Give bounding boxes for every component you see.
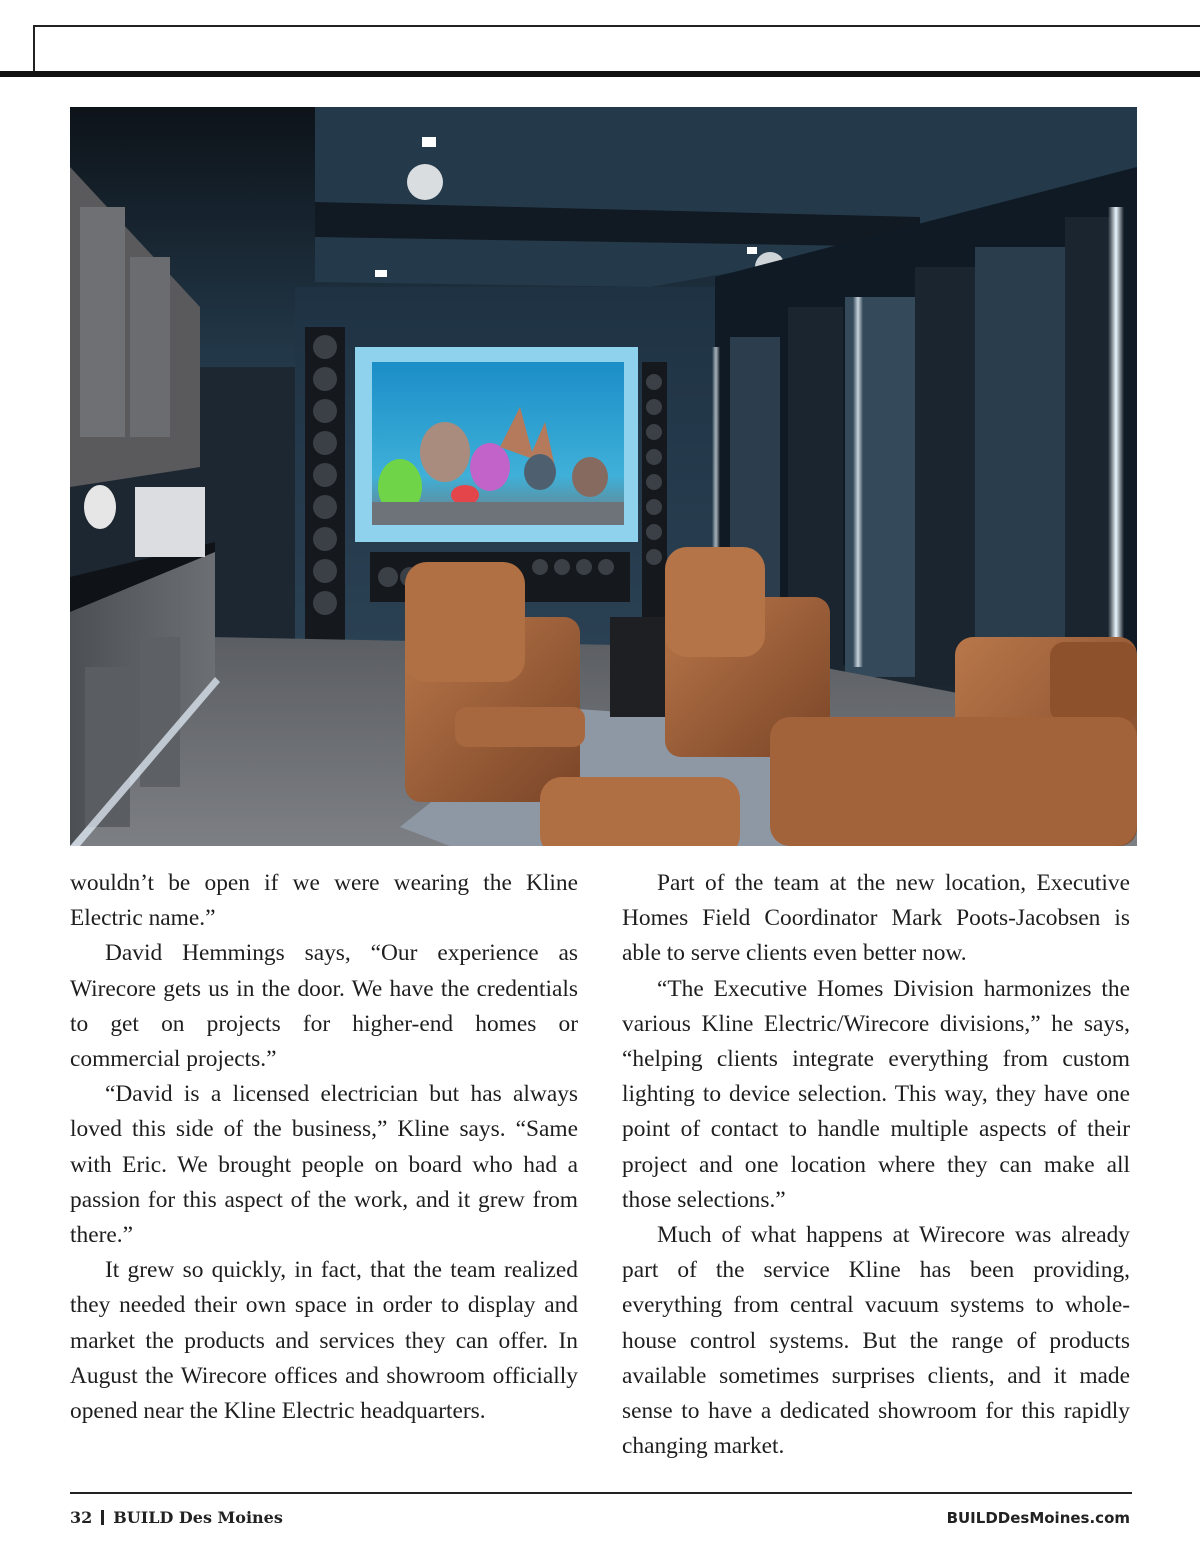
folio-divider xyxy=(101,1510,104,1525)
footer-folio xyxy=(70,1508,283,1527)
paragraph: “The Executive Homes Division harmonizes the various Kline Electric/Wirecore divisions,” he says, “helping clients integrate everything from custom lighting to device selection. This way, they have one point of contact to handle multiple aspects of their project and one location where they can make all those selections.” xyxy=(622,975,1130,1213)
footer-rule xyxy=(70,1492,1132,1494)
paragraph: David Hemmings says, “Our experience as Wirecore gets us in the door. We have the credentials to get on projects for higher-end homes or commercial projects.” xyxy=(70,940,578,1073)
article-column-left xyxy=(70,866,578,1429)
paragraph: Much of what happens at Wirecore was already part of the service Kline has been providing, everything from central vacuum systems to whole-house control systems. But the range of products available sometimes surprises clients, and it made sense to have a dedicated showroom for this rapidly changing market. xyxy=(622,1222,1130,1460)
paragraph: wouldn’t be open if we were wearing the Kline Electric name.” xyxy=(70,870,578,932)
paragraph: It grew so quickly, in fact, that the team realized they needed their own space in order to display and market the products and services they can offer. In August the Wirecore offices and showroom officially opened near the Kline Electric headquarters. xyxy=(70,1257,578,1425)
home-theater-photo xyxy=(70,107,1137,846)
footer-website: BUILDDesMoines.com xyxy=(946,1509,1130,1527)
header-rule xyxy=(0,71,1200,77)
publication-name: BUILD Des Moines xyxy=(113,1508,283,1527)
header-frame xyxy=(33,25,1200,73)
paragraph: Part of the team at the new location, Executive Homes Field Coordinator Mark Poots-Jacobsen is able to serve clients even better now. xyxy=(622,870,1130,967)
paragraph: “David is a licensed electrician but has always loved this side of the business,” Kline says. “Same with Eric. We brought people on board who had a passion for this aspect of the work, and it grew from there.” xyxy=(70,1081,578,1249)
page-number: 32 xyxy=(70,1508,93,1527)
article-column-right xyxy=(622,866,1130,1464)
